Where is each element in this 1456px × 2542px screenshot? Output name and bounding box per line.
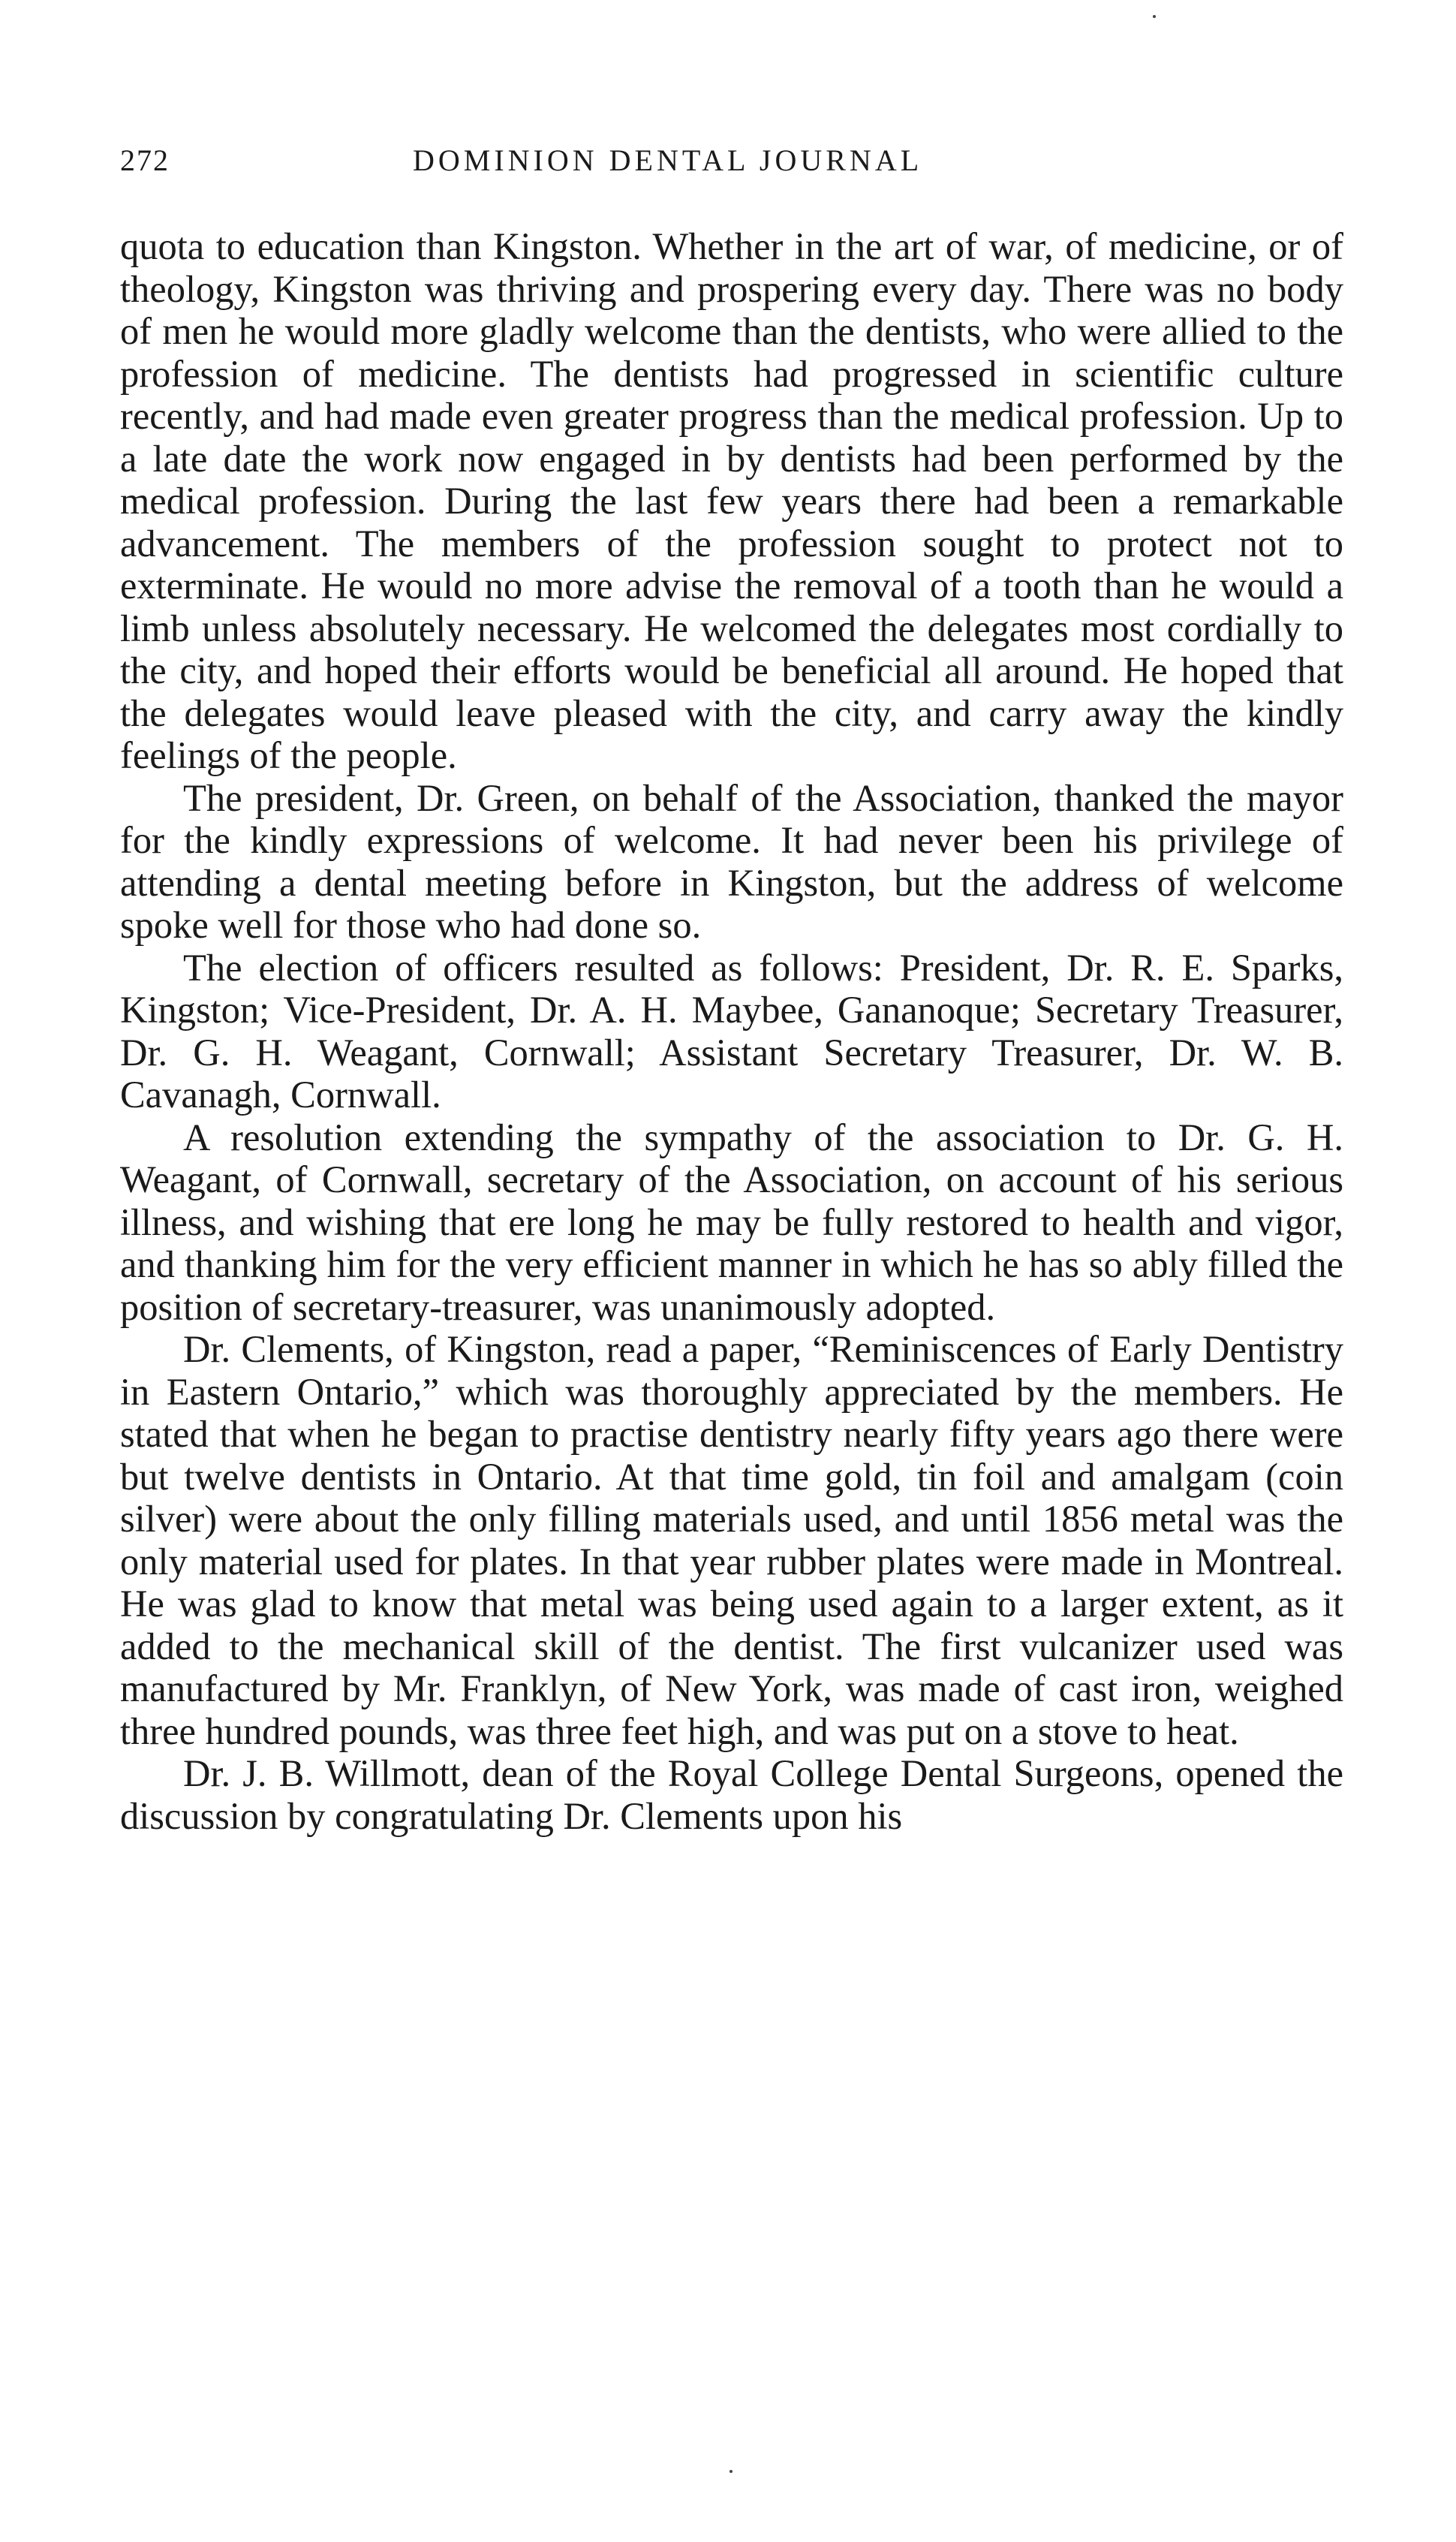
- paragraph-willmott-discussion: Dr. J. B. Willmott, dean of the Royal College Dental Surgeons, opened the discussion by congratulating Dr. Clements upon his: [120, 1752, 1343, 1837]
- article-body: [120, 225, 1343, 1837]
- paragraph-election-of-officers: The election of officers resulted as follows: President, Dr. R. E. Sparks, Kingston; Vice-President, Dr. A. H. Maybee, Gananoque; Secretary Treasurer, Dr. G. H. Weagant, Cornwall; Assistant Secretary Treasurer, Dr. W. B. Cavanagh, Cornwall.: [120, 946, 1343, 1116]
- paragraph-resolution: A resolution extending the sympathy of the association to Dr. G. H. Weagant, of Cornwall, secretary of the Association, on account of his serious illness, and wishing that ere long he may be fully restored to health and vigor, and thanking him for the very efficient manner in which he has so ably filled the position of secretary-treasurer, was unanimously adopted.: [120, 1116, 1343, 1328]
- paragraph-clements-paper: Dr. Clements, of Kingston, read a paper, “Reminiscences of Early Dentistry in Eastern Ontario,” which was thoroughly appreciated by the members. He stated that when he began to practise dentistry nearly fifty years ago there were but twelve dentists in Ontario. At that time gold, tin foil and amalgam (coin silver) were about the only filling materials used, and until 1856 metal was the only material used for plates. In that year rubber plates were made in Montreal. He was glad to know that metal was being used again to a larger extent, as it added to the mechanical skill of the dentist. The first vulcanizer used was manufactured by Mr. Franklyn, of New York, was made of cast iron, weighed three hundred pounds, was three feet high, and was put on a stove to heat.: [120, 1328, 1343, 1752]
- scan-speck: [730, 2470, 733, 2473]
- scan-speck: [1153, 15, 1156, 18]
- page-number: 272: [120, 143, 170, 177]
- running-head: [120, 143, 1343, 195]
- journal-page: [120, 143, 1343, 1837]
- journal-title: DOMINION DENTAL JOURNAL: [413, 143, 923, 177]
- paragraph-president-thanks: The president, Dr. Green, on behalf of the Association, thanked the mayor for the kindly expressions of welcome. It had never been his privilege of attending a dental meeting before in Kingston, but the address of welcome spoke well for those who had done so.: [120, 776, 1343, 946]
- paragraph-continuation: quota to education than Kingston. Whether in the art of war, of medicine, or of theology, Kingston was thriving and prospering every day. There was no body of men he would more gladly welcome than the dentists, who were allied to the profession of medicine. The dentists had progressed in scientific culture recently, and had made even greater progress than the medical profession. Up to a late date the work now engaged in by dentists had been performed by the medical profession. During the last few years there had been a remarkable advancement. The members of the profession sought to protect not to exterminate. He would no more advise the removal of a tooth than he would a limb unless absolutely necessary. He welcomed the delegates most cordially to the city, and hoped their efforts would be beneficial all around. He hoped that the delegates would leave pleased with the city, and carry away the kindly feelings of the people.: [120, 225, 1343, 776]
